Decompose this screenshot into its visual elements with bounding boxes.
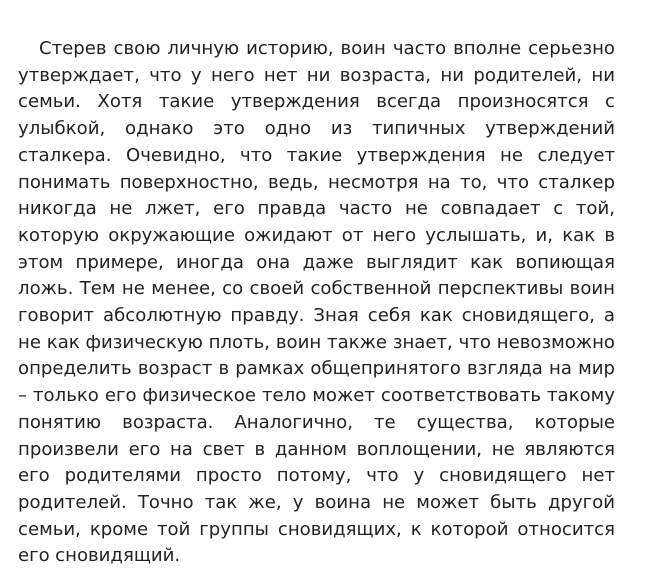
reader-page — [18, 36, 615, 570]
body-paragraph: Стерев свою личную историю, воин часто вполне серьезно утверждает, что у него нет ни возраста, ни родителей, ни семьи. Хотя такие утверждения всегда произносятся с улыбкой, однако это одно из типичных утверждений сталкера. Очевидно, что такие утверждения не следует понимать поверхностно, ведь, несмотря на то, что сталкер никогда не лжет, его правда часто не совпадает с той, которую окружающие ожидают от него услышать, и, как в этом примере, иногда она даже выглядит как вопиющая ложь. Тем не менее, со своей собственной перспективы воин говорит абсолютную правду. Зная себя как сновидящего, а не как физическую плоть, воин также знает, что невозможно определить возраст в рамках общепринятого взгляда на мир – только его физическое тело может соответствовать такому понятию возраста. Аналогично, те существа, которые произвели его на свет в данном воплощении, не являются его родителями просто потому, что у сновидящего нет родителей. Точно так же, у воина не может быть другой семьи, кроме той группы сновидящих, к которой относится его сновидящий. — [18, 38, 615, 567]
